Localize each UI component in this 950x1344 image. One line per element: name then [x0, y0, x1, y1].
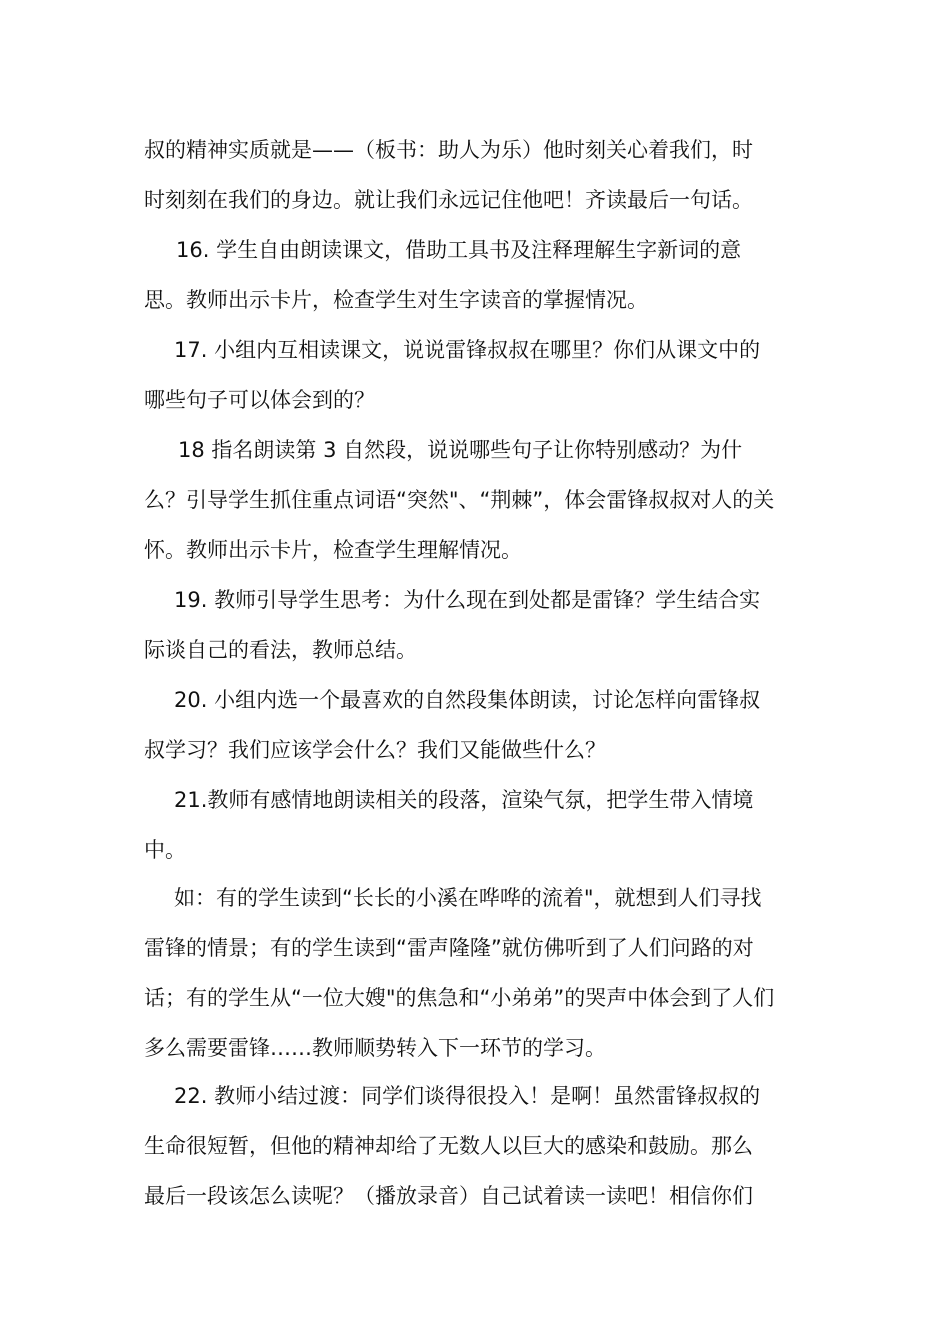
- text-line: 话；有的学生从“一位大嫂"的焦急和“小弟弟”的哭声中体会到了人们: [144, 986, 775, 1010]
- text-line: 21.教师有感情地朗读相关的段落，渲染气氛，把学生带入情境: [174, 788, 754, 812]
- text-line: 16. 学生自由朗读课文，借助工具书及注释理解生字新词的意: [176, 238, 742, 262]
- text-line: 生命很短暂，但他的精神却给了无数人以巨大的感染和鼓励。那么: [144, 1134, 753, 1158]
- text-line: 最后一段该怎么读呢？（播放录音）自己试着读一读吧！相信你们: [144, 1184, 753, 1208]
- text-line: 18 指名朗读第 3 自然段，说说哪些句子让你特别感动？为什: [178, 438, 743, 462]
- text-line: 雷锋的情景；有的学生读到“雷声隆隆”就仿佛听到了人们问路的对: [144, 936, 754, 960]
- text-line: 么？引导学生抓住重点词语“突然"、“荆棘”，体会雷锋叔叔对人的关: [144, 488, 775, 512]
- text-line: 多么需要雷锋……教师顺势转入下一环节的学习。: [144, 1036, 606, 1060]
- text-line: 19. 教师引导学生思考：为什么现在到处都是雷锋？学生结合实: [174, 588, 761, 612]
- text-line: 22. 教师小结过渡：同学们谈得很投入！是啊！虽然雷锋叔叔的: [174, 1084, 761, 1108]
- text-line: 际谈自己的看法，教师总结。: [144, 638, 417, 662]
- text-line: 中。: [144, 838, 186, 862]
- text-line: 哪些句子可以体会到的？: [144, 388, 375, 412]
- text-line: 时刻刻在我们的身边。就让我们永远记住他吧！齐读最后一句话。: [144, 188, 753, 212]
- text-line: 叔的精神实质就是——（板书：助人为乐）他时刻关心着我们，时: [144, 138, 753, 162]
- text-line: 如：有的学生读到“长长的小溪在哗哗的流着"，就想到人们寻找: [174, 886, 762, 910]
- text-line: 17. 小组内互相读课文，说说雷锋叔叔在哪里？你们从课文中的: [174, 338, 761, 362]
- text-line: 20. 小组内选一个最喜欢的自然段集体朗读，讨论怎样向雷锋叔: [174, 688, 761, 712]
- text-line: 思。教师出示卡片，检查学生对生字读音的掌握情况。: [144, 288, 648, 312]
- text-line: 怀。教师出示卡片，检查学生理解情况。: [144, 538, 522, 562]
- text-line: 叔学习？我们应该学会什么？我们又能做些什么？: [144, 738, 606, 762]
